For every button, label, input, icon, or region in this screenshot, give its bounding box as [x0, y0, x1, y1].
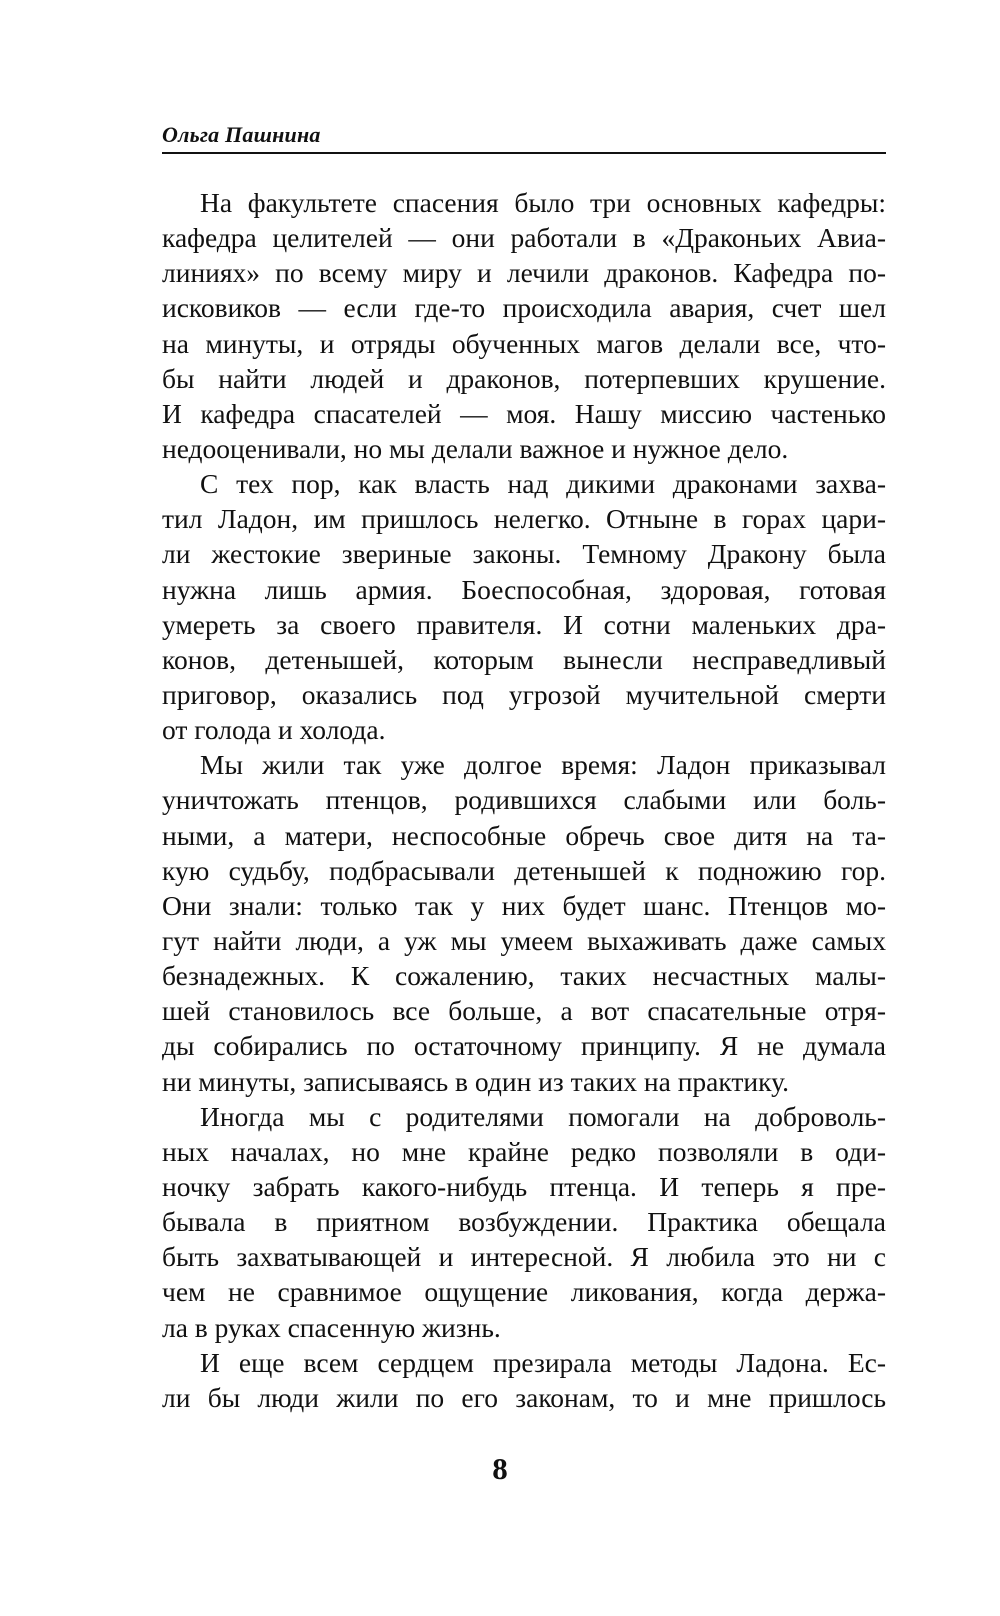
- text-line: На факультете спасения было три основных кафедры:: [200, 187, 886, 218]
- text-line: уничтожать птенцов, родившихся слабыми или боль-: [162, 784, 886, 816]
- paragraph: [162, 747, 886, 1098]
- text-line: кую судьбу, подбрасывали детенышей к подножию гор.: [162, 854, 886, 886]
- paragraph: [162, 185, 886, 466]
- text-line: ными, а матери, неспособные обречь свое дитя на та-: [162, 819, 886, 851]
- text-line: нужна лишь армия. Боеспособная, здоровая, готовая: [162, 573, 886, 605]
- running-header: [162, 118, 886, 154]
- text-line: линиях» по всему миру и лечили драконов. Кафедра по-: [162, 257, 886, 289]
- text-line: тил Ладон, им пришлось нелегко. Отныне в горах цари-: [162, 503, 886, 535]
- text-line: И кафедра спасателей — моя. Нашу миссию частенько: [162, 397, 886, 429]
- text-line: Мы жили так уже долгое время: Ладон приказывал: [200, 749, 886, 781]
- text-line: умереть за своего правителя. И сотни маленьких дра-: [162, 608, 886, 640]
- text-line: исковиков — если где-то происходила авария, счет шел: [162, 292, 886, 324]
- header-author: Ольга Пашнина: [162, 122, 321, 147]
- text-line: гут найти люди, а уж мы умеем выхаживать даже самых: [162, 924, 886, 956]
- text-line: бы найти людей и драконов, потерпевших крушение.: [162, 362, 886, 394]
- text-line: И еще всем сердцем презирала методы Ладона. Ес-: [200, 1346, 886, 1378]
- text-line: ли бы люди жили по его законам, то и мне пришлось: [162, 1381, 886, 1413]
- body-text: [162, 185, 886, 1415]
- text-line: Иногда мы с родителями помогали на доброволь-: [200, 1100, 886, 1132]
- text-line: шей становилось все больше, а вот спасательные отря-: [162, 995, 886, 1027]
- text-line: быть захватывающей и интересной. Я любила это ни с: [162, 1241, 886, 1273]
- paragraph: [162, 1345, 886, 1415]
- text-line: ночку забрать какого-нибудь птенца. И теперь я пре-: [162, 1170, 886, 1202]
- text-line: приговор, оказались под угрозой мучительной смерти: [162, 678, 886, 710]
- text-line: С тех пор, как власть над дикими драконами захва-: [200, 468, 886, 500]
- text-line: конов, детенышей, которым вынесли несправедливый: [162, 643, 886, 675]
- paragraph: [162, 466, 886, 747]
- text-line: чем не сравнимое ощущение ликования, когда держа-: [162, 1276, 886, 1308]
- text-line: ни минуты, записываясь в один из таких на практику.: [162, 1065, 789, 1097]
- text-line: кафедра целителей — они работали в «Драконьих Авиа-: [162, 222, 886, 254]
- text-line: бывала в приятном возбуждении. Практика обещала: [162, 1206, 886, 1238]
- text-line: ла в руках спасенную жизнь.: [162, 1311, 501, 1343]
- text-line: ли жестокие звериные законы. Темному Дракону была: [162, 538, 886, 570]
- page-number: 8: [492, 1451, 508, 1486]
- text-line: от голода и холода.: [162, 714, 386, 746]
- text-line: Они знали: только так у них будет шанс. Птенцов мо-: [162, 889, 886, 921]
- text-line: безнадежных. К сожалению, таких несчастных малы-: [162, 960, 886, 992]
- paragraph: [162, 1099, 886, 1345]
- text-line: недооценивали, но мы делали важное и нужное дело.: [162, 432, 789, 464]
- text-line: ных началах, но мне крайне редко позволяли в оди-: [162, 1135, 886, 1167]
- text-line: на минуты, и отряды обученных магов делали все, что-: [162, 327, 886, 359]
- text-line: ды собирались по остаточному принципу. Я не думала: [162, 1030, 886, 1062]
